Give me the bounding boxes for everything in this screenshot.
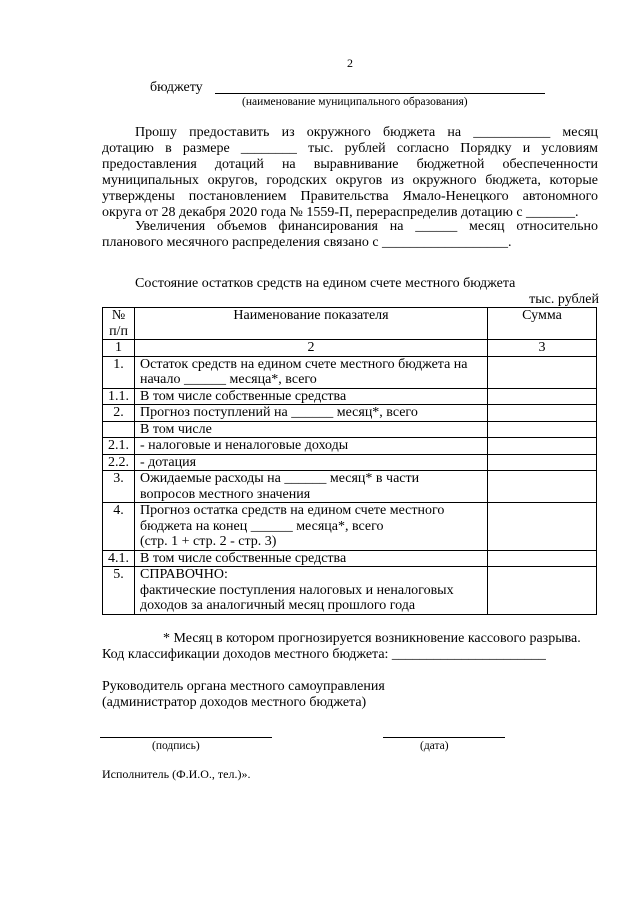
request-line-5: утверждены постановлением Правительства Ямало-Ненецкого автономного — [102, 189, 598, 204]
header-num: № п/п — [103, 308, 135, 340]
row-num: 4.1. — [103, 550, 135, 567]
head-title-line-2: (администратор доходов местного бюджета) — [102, 695, 367, 710]
table-row — [103, 405, 597, 422]
table-row — [103, 471, 597, 503]
row-line: - налоговые и неналоговые доходы — [140, 438, 349, 453]
col-number-2: 2 — [135, 340, 488, 357]
request-line-2: дотацию в размере ________ тыс. рублей согласно Порядку и условиям — [102, 141, 598, 156]
header-sum: Сумма — [488, 308, 597, 340]
table-row — [103, 567, 597, 615]
request-line-4: муниципальных округов, городских округов из окружного бюджета, которые — [102, 173, 598, 188]
page-number: 2 — [347, 56, 353, 70]
row-sum[interactable] — [488, 550, 597, 567]
table-row — [103, 503, 597, 551]
row-name — [135, 471, 488, 503]
row-sum[interactable] — [488, 388, 597, 405]
table-row — [103, 438, 597, 455]
row-line: В том числе собственные средства — [140, 550, 347, 566]
row-name — [135, 567, 488, 615]
header-name: Наименование показателя — [135, 308, 488, 340]
row-sum[interactable] — [488, 356, 597, 388]
row-num: 2. — [103, 405, 135, 422]
row-sum[interactable] — [488, 438, 597, 455]
row-sum[interactable] — [488, 503, 597, 551]
row-line: (стр. 1 + стр. 2 - стр. 3) — [140, 534, 277, 549]
head-title-line-1: Руководитель органа местного самоуправления — [102, 679, 385, 694]
row-sum[interactable] — [488, 421, 597, 438]
footnote: * Месяц в котором прогнозируется возникновение кассового разрыва. — [163, 631, 581, 646]
row-line: вопросов местного значения — [140, 486, 311, 502]
table-row — [103, 356, 597, 388]
row-name — [135, 454, 488, 471]
table-units: тыс. рублей — [529, 292, 599, 307]
row-name — [135, 388, 488, 405]
row-line: - дотация — [140, 454, 197, 470]
row-line: Ожидаемые расходы на ______ месяц* в части — [140, 471, 420, 486]
table-header-row — [103, 308, 597, 340]
budget-underline — [215, 93, 545, 94]
date-caption: (дата) — [420, 740, 449, 752]
date-line[interactable] — [383, 737, 505, 738]
col-number-1: 1 — [103, 340, 135, 357]
table-row — [103, 421, 597, 438]
row-line: доходов за аналогичный месяц прошлого года — [140, 598, 416, 613]
budget-label: бюджету — [150, 80, 203, 95]
row-name — [135, 438, 488, 455]
row-num: 1.1. — [103, 388, 135, 405]
row-line: В том числе собственные средства — [140, 388, 347, 404]
table-row — [103, 388, 597, 405]
request-line-3: предоставления дотаций на выравнивание бюджетной обеспеченности — [102, 157, 598, 172]
row-line: Прогноз поступлений на ______ месяц*, всего — [140, 405, 418, 420]
increase-line-1: Увеличения объемов финансирования на ______ месяц относительно — [135, 219, 598, 234]
row-name — [135, 405, 488, 422]
executor: Исполнитель (Ф.И.О., тел.)». — [102, 767, 251, 781]
table-row — [103, 454, 597, 471]
row-num — [103, 421, 135, 438]
row-num: 4. — [103, 503, 135, 551]
row-line: Остаток средств на едином счете местного бюджета на — [140, 356, 468, 372]
col-number-3: 3 — [488, 340, 597, 357]
row-line: СПРАВОЧНО: — [140, 567, 228, 582]
signature-caption: (подпись) — [152, 740, 200, 752]
classification-code: Код классификации доходов местного бюджета: ______________________ — [102, 647, 546, 662]
row-line: В том числе — [140, 421, 212, 437]
row-line: фактические поступления налоговых и неналоговых — [140, 582, 454, 598]
row-line: бюджета на конец ______ месяца*, всего — [140, 518, 384, 534]
row-num: 3. — [103, 471, 135, 503]
row-num: 1. — [103, 356, 135, 388]
budget-caption: (наименование муниципального образования) — [242, 96, 468, 108]
row-line: начало ______ месяца*, всего — [140, 372, 317, 387]
request-line-6: округа от 28 декабря 2020 года № 1559-П, перераспределив дотацию с _______. — [102, 205, 579, 220]
row-sum[interactable] — [488, 405, 597, 422]
row-name — [135, 550, 488, 567]
table-row — [103, 550, 597, 567]
row-name — [135, 503, 488, 551]
row-sum[interactable] — [488, 567, 597, 615]
row-sum[interactable] — [488, 454, 597, 471]
row-sum[interactable] — [488, 471, 597, 503]
balance-table — [102, 307, 597, 615]
row-name — [135, 356, 488, 388]
table-title: Состояние остатков средств на едином счете местного бюджета — [135, 276, 516, 291]
row-num: 2.2. — [103, 454, 135, 471]
row-num: 5. — [103, 567, 135, 615]
column-number-row — [103, 340, 597, 357]
signature-line[interactable] — [100, 737, 272, 738]
row-num: 2.1. — [103, 438, 135, 455]
row-line: Прогноз остатка средств на едином счете местного — [140, 503, 445, 518]
row-name — [135, 421, 488, 438]
increase-line-2: планового месячного распределения связано с __________________. — [102, 235, 512, 250]
request-line-1: Прошу предоставить из окружного бюджета на ___________ месяц — [135, 125, 598, 140]
